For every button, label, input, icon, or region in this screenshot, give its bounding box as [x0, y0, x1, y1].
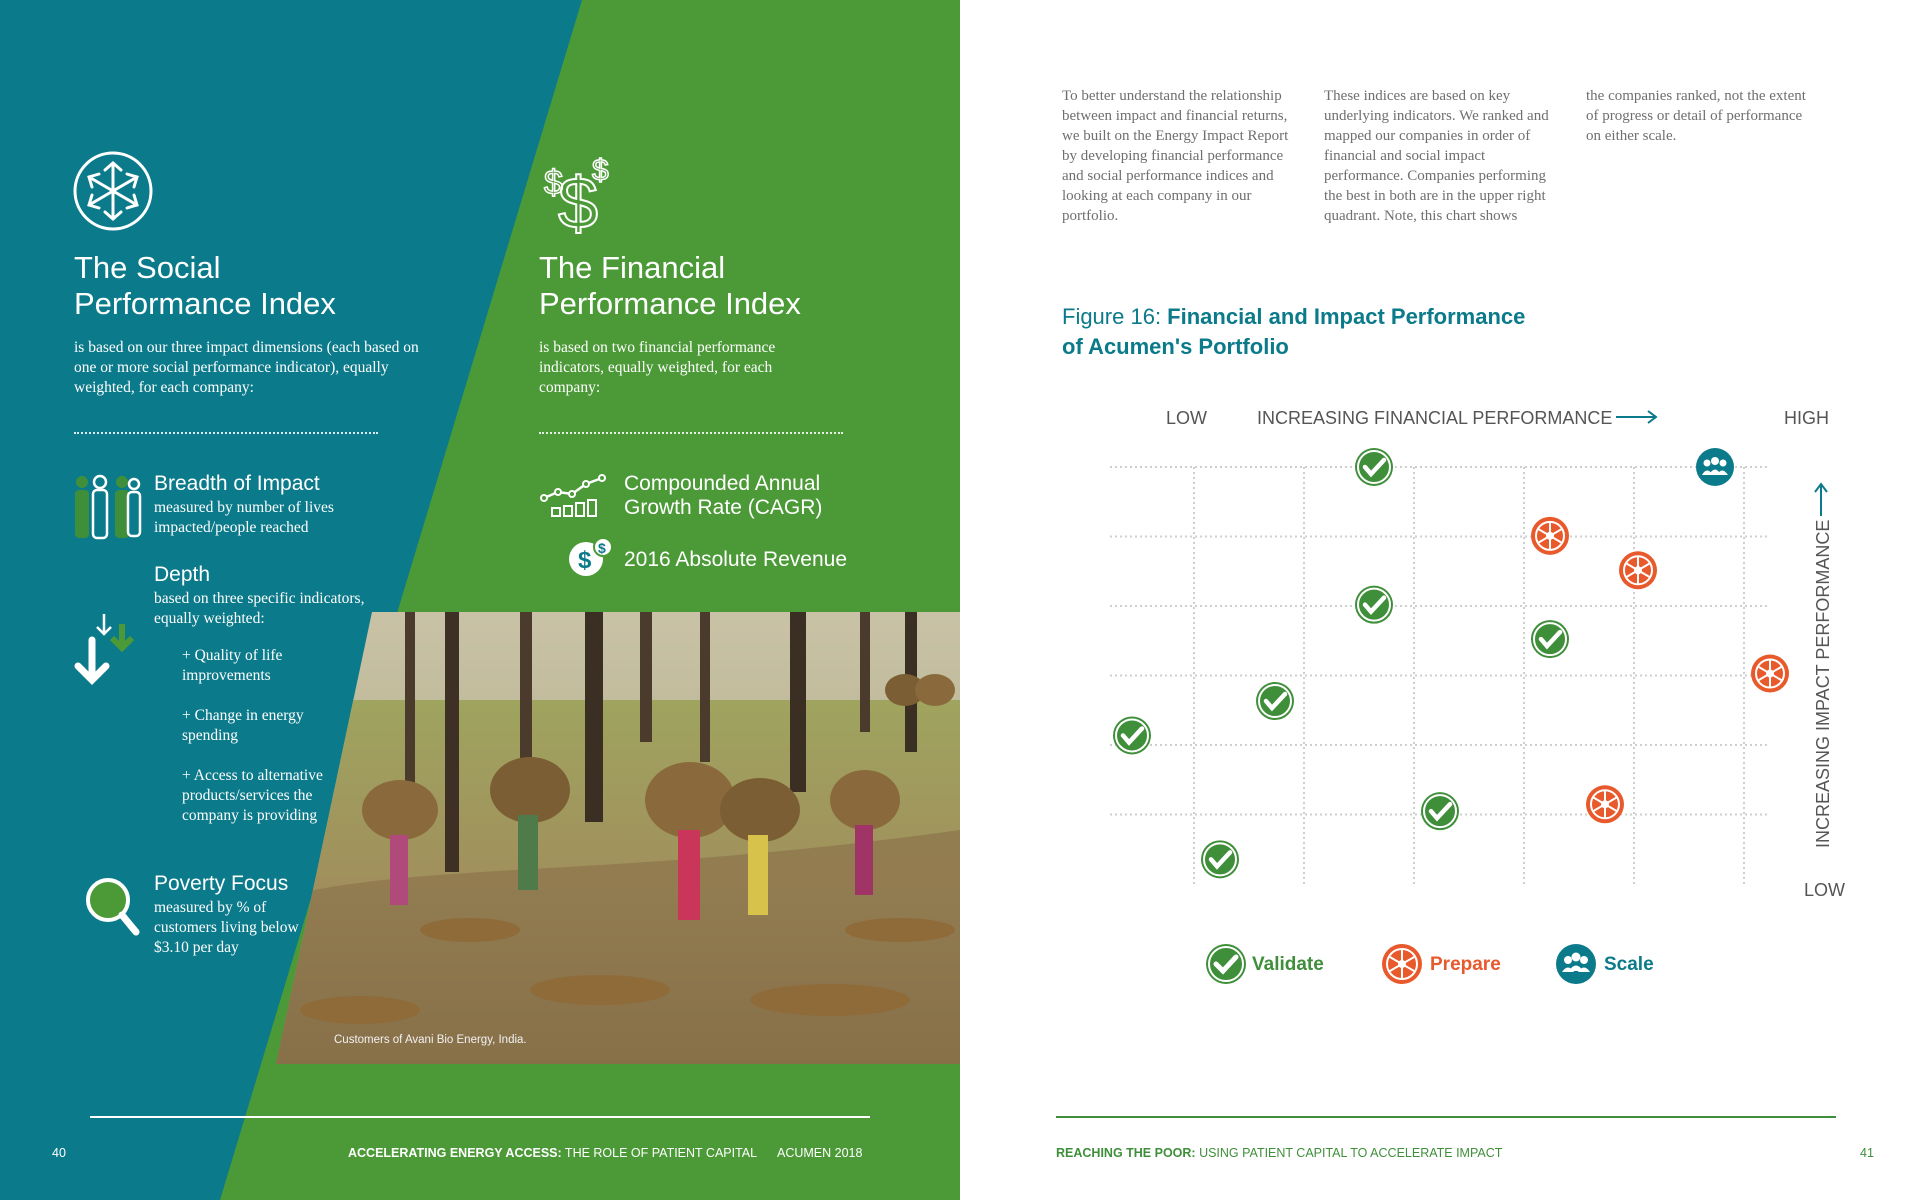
revenue-title: 2016 Absolute Revenue	[624, 548, 848, 571]
dollar-signs-icon	[542, 150, 622, 234]
svg-text:$: $	[578, 547, 592, 574]
depth-item-2: + Change in energy spending	[182, 707, 304, 744]
down-arrows-icon	[72, 612, 142, 690]
x-axis-label: INCREASING FINANCIAL PERFORMANCE	[1257, 408, 1613, 428]
svg-text:$: $	[598, 540, 606, 556]
data-point-validate	[1355, 586, 1393, 624]
legend-prepare-label: Prepare	[1430, 954, 1501, 975]
social-title-line1: The Social	[74, 250, 221, 285]
figure-title-a: Financial and Impact Performance	[1167, 304, 1526, 329]
financial-divider	[539, 432, 843, 434]
magnifier-icon	[82, 874, 142, 938]
depth-title: Depth	[154, 563, 211, 586]
left-footer-title-rest: THE ROLE OF PATIENT CAPITAL	[561, 1146, 758, 1160]
data-point-validate	[1531, 620, 1569, 658]
photo-forest	[270, 612, 960, 1064]
data-point-prepare	[1531, 517, 1569, 555]
left-footer-rule	[90, 1116, 870, 1118]
social-index-title	[74, 250, 336, 322]
left-footer-title-bold: ACCELERATING ENERGY ACCESS:	[348, 1146, 562, 1160]
legend-validate-label: Validate	[1252, 954, 1324, 975]
depth-item-3: + Access to alternative products/services the company is providing	[182, 767, 323, 824]
data-point-validate	[1256, 682, 1294, 720]
breadth-title: Breadth of Impact	[154, 472, 320, 495]
financial-title-line2: Performance Index	[539, 286, 801, 321]
data-point-validate	[1355, 448, 1393, 486]
legend-validate-icon	[1204, 942, 1248, 986]
people-group-icon	[72, 474, 142, 540]
svg-text:$: $	[558, 164, 599, 234]
data-point-scale	[1696, 448, 1734, 486]
x-high-label: HIGH	[1784, 408, 1829, 428]
svg-text:$: $	[592, 154, 609, 187]
figure-title-b: of Acumen's Portfolio	[1062, 334, 1289, 359]
intro-column-2: These indices are based on key underlying indicators. We ranked and mapped our companies in order of financial and social impact performance. Companies performing the best in both are in the upper right quadrant. Note, this chart shows	[1324, 88, 1549, 224]
financial-index-title	[539, 250, 801, 322]
left-footer-org: ACUMEN 2018	[777, 1146, 863, 1160]
right-page-number: 41	[1860, 1146, 1874, 1160]
intro-column-1: To better understand the relationship between impact and financial returns, we built on the Energy Impact Report by developing financial performance and social performance indices and looking at each company in our portfolio.	[1062, 88, 1289, 224]
chart-marks	[1113, 448, 1789, 878]
figure-title	[1062, 302, 1622, 362]
social-intro: is based on our three impact dimensions (each based on one or more social performance indicator), equally weighted, for each company:	[74, 339, 419, 396]
x-axis-arrow-icon	[1616, 411, 1656, 423]
legend-scale-icon	[1554, 942, 1598, 986]
legend-prepare-icon	[1380, 942, 1424, 986]
x-low-label: LOW	[1166, 408, 1208, 428]
right-footer-title-rest: USING PATIENT CAPITAL TO ACCELERATE IMPACT	[1195, 1146, 1503, 1160]
depth-item-1: + Quality of life improvements	[182, 647, 283, 684]
data-point-prepare	[1751, 655, 1789, 693]
chart-legend	[1204, 942, 1764, 992]
data-point-validate	[1201, 840, 1239, 878]
figure-label: Figure 16:	[1062, 304, 1168, 329]
breadth-text: measured by number of lives impacted/people reached	[154, 499, 334, 536]
growth-chart-icon	[538, 472, 610, 518]
svg-text:$: $	[544, 164, 563, 202]
performance-scatter-chart	[1090, 400, 1850, 1020]
social-divider	[74, 432, 378, 434]
data-point-validate	[1113, 716, 1151, 754]
cagr-title	[624, 472, 822, 520]
right-footer-title-bold: REACHING THE POOR:	[1056, 1146, 1196, 1160]
data-point-prepare	[1586, 785, 1624, 823]
revenue-coin-icon	[566, 536, 614, 578]
y-low-label: LOW	[1804, 880, 1846, 900]
y-axis-label: INCREASING IMPACT PERFORMANCE	[1813, 519, 1833, 848]
social-hub-icon	[70, 148, 156, 234]
depth-text: based on three specific indicators, equally weighted:	[154, 590, 365, 627]
cagr-line2: Growth Rate (CAGR)	[624, 496, 823, 519]
left-page-number: 40	[52, 1146, 66, 1160]
cagr-line1: Compounded Annual	[624, 472, 821, 495]
y-axis-arrow-icon	[1815, 484, 1827, 516]
data-point-prepare	[1619, 551, 1657, 589]
data-point-validate	[1421, 792, 1459, 830]
left-footer-title	[348, 1146, 757, 1160]
intro-column-3: the companies ranked, not the extent of progress or detail of performance on either scale.	[1586, 88, 1806, 144]
social-title-line2: Performance Index	[74, 286, 336, 321]
right-footer-rule	[1056, 1116, 1836, 1118]
financial-intro: is based on two financial performance indicators, equally weighted, for each company:	[539, 339, 776, 396]
photo-caption: Customers of Avani Bio Energy, India.	[334, 1034, 527, 1046]
legend-scale-label: Scale	[1604, 954, 1654, 975]
poverty-title: Poverty Focus	[154, 872, 289, 895]
right-footer-title	[1056, 1146, 1502, 1160]
poverty-text: measured by % of customers living below $3.10 per day	[154, 899, 299, 956]
financial-title-line1: The Financial	[539, 250, 726, 285]
